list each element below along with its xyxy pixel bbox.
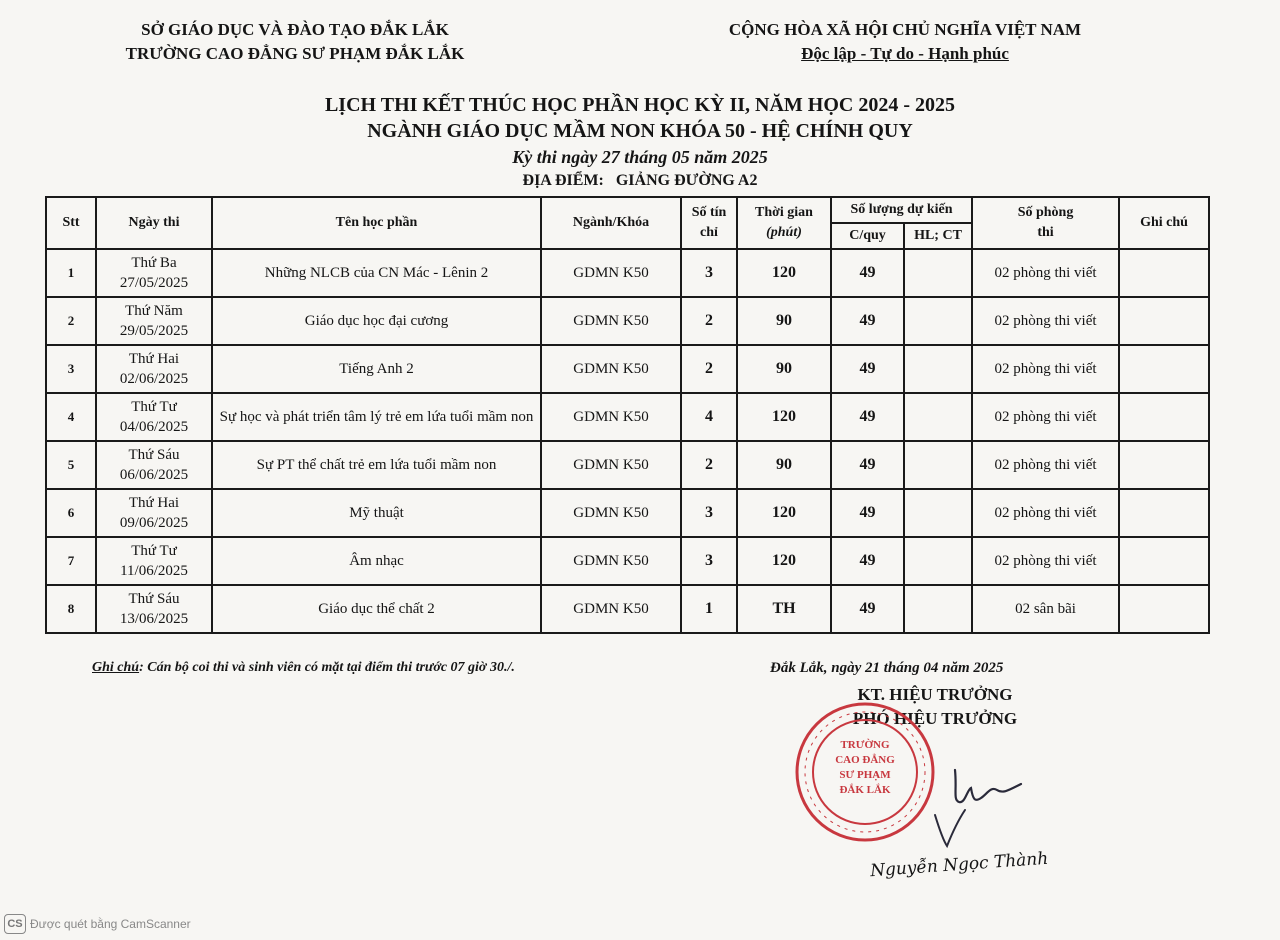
handwritten-signature <box>925 760 1045 850</box>
signatory-title-line1: KT. HIỆU TRƯỞNG <box>857 685 1013 704</box>
cell-rooms: 02 phòng thi viết <box>972 345 1119 393</box>
cell-date <box>96 585 212 633</box>
cell-credits: 2 <box>681 441 737 489</box>
cell-weekday: Thứ Tư <box>131 399 177 415</box>
cell-credits: 1 <box>681 585 737 633</box>
stamp-text-line: CAO ĐẲNG <box>835 754 895 766</box>
cell-expected-cq: 49 <box>831 345 904 393</box>
header-rooms <box>972 197 1119 249</box>
cell-weekday: Thứ Hai <box>128 351 180 367</box>
cell-expected-cq: 49 <box>831 393 904 441</box>
cell-time: 120 <box>737 537 831 585</box>
header-right <box>690 18 1120 66</box>
cell-expected-hl <box>904 585 972 633</box>
title-line-2: NGÀNH GIÁO DỤC MẦM NON KHÓA 50 - HỆ CHÍNH QUY <box>367 120 913 142</box>
cell-note <box>1119 489 1209 537</box>
cell-date <box>96 393 212 441</box>
cell-subject: Giáo dục thể chất 2 <box>212 585 541 633</box>
cell-time: TH <box>737 585 831 633</box>
cell-expected-hl <box>904 345 972 393</box>
cell-subject: Âm nhạc <box>212 537 541 585</box>
table-row <box>46 393 1209 441</box>
cell-note <box>1119 441 1209 489</box>
header-date: Ngày thi <box>96 197 212 249</box>
cell-subject: Những NLCB của CN Mác - Lênin 2 <box>212 249 541 297</box>
cell-credits: 3 <box>681 537 737 585</box>
cell-expected-cq: 49 <box>831 297 904 345</box>
national-title: CỘNG HÒA XÃ HỘI CHỦ NGHĨA VIỆT NAM <box>728 20 1082 39</box>
header-notes: Ghi chú <box>1119 197 1209 249</box>
cell-weekday: Thứ Sáu <box>128 447 180 463</box>
cell-credits: 3 <box>681 489 737 537</box>
cell-subject: Tiếng Anh 2 <box>212 345 541 393</box>
cell-subject: Mỹ thuật <box>212 489 541 537</box>
cell-expected-cq: 49 <box>831 249 904 297</box>
table-row <box>46 537 1209 585</box>
cell-subject: Giáo dục học đại cương <box>212 297 541 345</box>
cell-expected-hl <box>904 441 972 489</box>
cell-stt: 5 <box>46 441 96 489</box>
signer-name: Nguyễn Ngọc Thành <box>869 848 1049 882</box>
header-stt: Stt <box>46 197 96 249</box>
cell-expected-cq: 49 <box>831 585 904 633</box>
header-expected-hl: HL; CT <box>904 223 972 249</box>
header-rooms-line2: thi <box>1037 225 1054 240</box>
cell-weekday: Thứ Ba <box>131 255 177 271</box>
header-left <box>95 18 495 66</box>
cell-expected-hl <box>904 393 972 441</box>
cell-rooms: 02 phòng thi viết <box>972 297 1119 345</box>
cell-rooms: 02 phòng thi viết <box>972 537 1119 585</box>
cell-major: GDMN K50 <box>541 393 681 441</box>
official-seal-stamp <box>793 700 937 844</box>
document-title <box>200 92 1080 192</box>
place-date: Đắk Lắk, ngày 21 tháng 04 năm 2025 <box>770 660 1004 676</box>
footnote-label: Ghi chú <box>92 660 140 675</box>
cell-major: GDMN K50 <box>541 249 681 297</box>
cell-weekday: Thứ Sáu <box>128 591 180 607</box>
header-time-line2: (phút) <box>766 225 802 240</box>
header-time-line1: Thời gian <box>755 205 813 220</box>
camscanner-watermark-text: Được quét bằng CamScanner <box>30 917 191 931</box>
table-row <box>46 585 1209 633</box>
cell-weekday: Thứ Tư <box>131 543 177 559</box>
cell-date-value: 04/06/2025 <box>119 419 189 435</box>
cell-date-value: 02/06/2025 <box>119 371 189 387</box>
cell-stt: 7 <box>46 537 96 585</box>
camscanner-logo-icon: CS <box>4 914 26 934</box>
cell-expected-cq: 49 <box>831 489 904 537</box>
cell-expected-cq: 49 <box>831 441 904 489</box>
cell-stt: 4 <box>46 393 96 441</box>
header-credits-line1: Số tín <box>691 205 727 220</box>
cell-note <box>1119 345 1209 393</box>
header-expected: Số lượng dự kiến <box>831 197 972 223</box>
cell-rooms: 02 phòng thi viết <box>972 441 1119 489</box>
header-credits <box>681 197 737 249</box>
cell-date-value: 27/05/2025 <box>119 275 189 291</box>
school-name: TRƯỜNG CAO ĐẲNG SƯ PHẠM ĐẮK LẮK <box>125 44 465 63</box>
cell-weekday: Thứ Năm <box>125 303 183 319</box>
header-subject: Tên học phần <box>212 197 541 249</box>
cell-major: GDMN K50 <box>541 537 681 585</box>
title-line-1: LỊCH THI KẾT THÚC HỌC PHẦN HỌC KỲ II, NĂM HỌC 2024 - 2025 <box>324 94 956 116</box>
cell-expected-cq: 49 <box>831 537 904 585</box>
cell-stt: 8 <box>46 585 96 633</box>
cell-time: 90 <box>737 297 831 345</box>
cell-credits: 2 <box>681 345 737 393</box>
cell-date-value: 13/06/2025 <box>119 611 189 627</box>
stamp-text-line: ĐẮK LẮK <box>839 784 891 796</box>
footnote <box>92 660 515 676</box>
cell-stt: 1 <box>46 249 96 297</box>
footnote-text: : Cán bộ coi thi và sinh viên có mặt tại điểm thi trước 07 giờ 30./. <box>139 660 515 675</box>
cell-time: 120 <box>737 249 831 297</box>
exam-schedule-table <box>45 196 1210 634</box>
cell-expected-hl <box>904 489 972 537</box>
header-rooms-line1: Số phòng <box>1017 205 1074 220</box>
cell-expected-hl <box>904 249 972 297</box>
cell-major: GDMN K50 <box>541 345 681 393</box>
header-major: Ngành/Khóa <box>541 197 681 249</box>
table-row <box>46 441 1209 489</box>
department-name: SỞ GIÁO DỤC VÀ ĐÀO TẠO ĐẮK LẮK <box>141 20 449 39</box>
signatory-title-line2: PHÓ HIỆU TRƯỞNG <box>852 709 1018 728</box>
cell-weekday: Thứ Hai <box>128 495 180 511</box>
cell-major: GDMN K50 <box>541 585 681 633</box>
cell-date <box>96 297 212 345</box>
national-motto: Độc lập - Tự do - Hạnh phúc <box>801 44 1009 63</box>
cell-time: 90 <box>737 441 831 489</box>
cell-date <box>96 489 212 537</box>
header-time <box>737 197 831 249</box>
cell-subject: Sự PT thể chất trẻ em lứa tuổi mầm non <box>212 441 541 489</box>
cell-time: 90 <box>737 345 831 393</box>
table-row <box>46 489 1209 537</box>
cell-rooms: 02 phòng thi viết <box>972 489 1119 537</box>
cell-credits: 2 <box>681 297 737 345</box>
cell-stt: 2 <box>46 297 96 345</box>
cell-note <box>1119 393 1209 441</box>
cell-expected-hl <box>904 297 972 345</box>
cell-note <box>1119 537 1209 585</box>
cell-subject: Sự học và phát triển tâm lý trẻ em lứa tuổi mầm non <box>212 393 541 441</box>
cell-major: GDMN K50 <box>541 441 681 489</box>
cell-time: 120 <box>737 489 831 537</box>
cell-credits: 3 <box>681 249 737 297</box>
cell-expected-hl <box>904 537 972 585</box>
header-credits-line2: chỉ <box>700 225 718 240</box>
table-row <box>46 249 1209 297</box>
stamp-text-line: SƯ PHẠM <box>839 769 891 781</box>
table-row <box>46 345 1209 393</box>
cell-date <box>96 441 212 489</box>
cell-date-value: 11/06/2025 <box>120 563 188 579</box>
cell-date <box>96 537 212 585</box>
cell-date <box>96 249 212 297</box>
cell-stt: 3 <box>46 345 96 393</box>
header-expected-cq: C/quy <box>831 223 904 249</box>
cell-major: GDMN K50 <box>541 297 681 345</box>
cell-date-value: 29/05/2025 <box>119 323 189 339</box>
cell-date <box>96 345 212 393</box>
stamp-text-line: TRƯỜNG <box>840 739 890 751</box>
cell-rooms: 02 phòng thi viết <box>972 249 1119 297</box>
cell-date-value: 06/06/2025 <box>119 467 189 483</box>
cell-time: 120 <box>737 393 831 441</box>
exam-date-line: Kỳ thi ngày 27 tháng 05 năm 2025 <box>512 147 768 167</box>
cell-credits: 4 <box>681 393 737 441</box>
cell-date-value: 09/06/2025 <box>119 515 189 531</box>
cell-stt: 6 <box>46 489 96 537</box>
location-line: ĐỊA ĐIỂM: GIẢNG ĐƯỜNG A2 <box>522 172 758 189</box>
cell-note <box>1119 249 1209 297</box>
cell-rooms: 02 phòng thi viết <box>972 393 1119 441</box>
cell-note <box>1119 297 1209 345</box>
table-row <box>46 297 1209 345</box>
cell-major: GDMN K50 <box>541 489 681 537</box>
cell-rooms: 02 sân bãi <box>972 585 1119 633</box>
cell-note <box>1119 585 1209 633</box>
